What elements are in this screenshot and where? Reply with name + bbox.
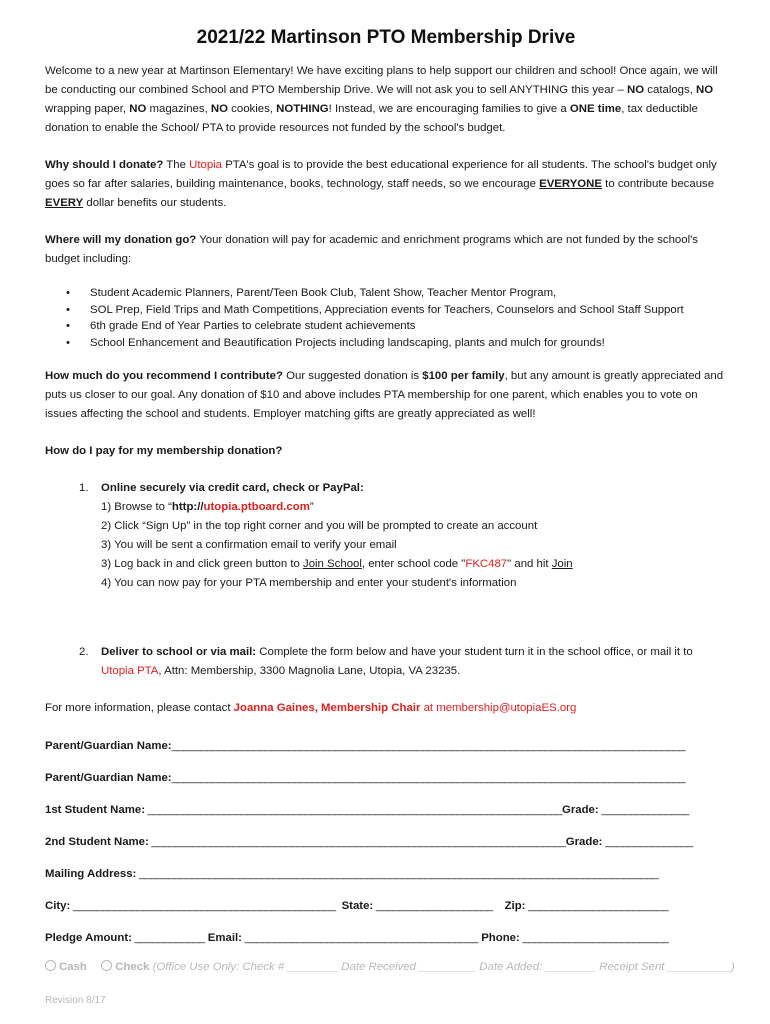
join-school-link[interactable]: Join School [303,558,362,570]
student-1-name-field[interactable]: _______________________________________________________________________ [145,804,562,816]
where-paragraph [45,231,727,269]
step-pay: 4) You can now pay for your PTA membership and enter your student's information [101,577,517,589]
step-text: " and hit [507,558,552,570]
step-join [101,555,727,574]
site-link[interactable]: utopia.ptboard.com [203,501,310,513]
step-text: 3) Log back in and click green button to [101,558,303,570]
office-use-note: (Office Use Only: Check # ________ Date Received _________ Date Added: ________ Receipt Sent __________) [152,961,735,973]
why-text: PTA's goal is to provide the best educational experience for all students. The school's budget only goes so far after salaries, building maintenance, books, technology, staff needs, so we encourage [45,159,717,190]
step-browse [101,498,727,517]
city-field[interactable]: _____________________________________________ [70,900,336,912]
field-label: Grade: [561,804,599,816]
option-heading: Deliver to school or via mail: [101,646,257,658]
cash-label: Cash [59,961,87,973]
url-prefix: http:// [171,501,204,513]
address-row [45,858,727,890]
step-text: ” [309,501,314,513]
how-much-heading: How much do you recommend I contribute? [45,370,283,382]
list-item: • 6th grade End of Year Parties to celebrate student achievements [90,318,727,335]
online-steps [45,498,727,593]
state-field[interactable]: ____________________ [373,900,493,912]
guardian-2-field[interactable]: ________________________________________________________________________________________ [171,772,686,784]
join-link[interactable]: Join [551,558,573,570]
intro-paragraph [45,62,727,138]
student-2-grade-field[interactable]: _______________ [602,836,693,848]
where-heading: Where will my donation go? [45,234,197,246]
cash-radio[interactable] [45,960,56,971]
field-label: Parent/Guardian Name: [45,740,172,752]
payment-option-online [45,479,727,498]
list-item: • School Enhancement and Beautification Projects including landscaping, plants and mulch for grounds! [90,335,727,352]
how-pay-question: How do I pay for my membership donation? [45,445,283,457]
option-text: , Attn: Membership, 3300 Magnolia Lane, Utopia, VA 23235. [158,665,461,677]
city-state-zip-row [45,890,727,922]
list-item: • Student Academic Planners, Parent/Teen Book Club, Talent Show, Teacher Mentor Program, [90,285,727,302]
why-emphasis: EVERY [45,197,84,209]
why-text: The [163,159,190,171]
pledge-row [45,922,727,954]
payment-option-mail [45,643,727,681]
program-list [45,285,727,351]
email-field[interactable]: ________________________________________ [241,932,479,944]
step-confirm: 3) You will be sent a confirmation email to verify your email [101,539,397,551]
org-name: Utopia PTA [101,665,159,677]
pledge-amount-field[interactable]: ____________ [131,932,205,944]
field-label: City: [45,900,71,912]
guardian-1-row [45,730,727,762]
suggested-amount: $100 per family [422,370,505,382]
zip-field[interactable]: ________________________ [525,900,669,912]
how-pay-heading [45,442,727,461]
step-text: 1) Browse to “ [101,501,172,513]
step-text: , enter school code " [361,558,466,570]
intro-text: Welcome to a new year at Martinson Elementary! We have exciting plans to help support our children and school! Once again, we will be conducting our combined School and PTO Membership Drive. We will not ask you to sell ANYTHING this year – [45,65,718,96]
why-text: to contribute because [602,178,715,190]
school-code: FKC487 [465,558,508,570]
check-label: Check [115,961,150,973]
why-donate-paragraph [45,156,727,213]
field-label: 2nd Student Name: [45,836,149,848]
intro-emphasis: NO [129,103,147,115]
field-label: Grade: [565,836,603,848]
revision-note: Revision 8/17 [45,995,106,1006]
guardian-2-row [45,762,727,794]
intro-text: magazines, [146,103,211,115]
field-label: Phone: [481,932,520,944]
intro-emphasis: NOTHING [276,103,329,115]
student-2-name-field[interactable]: _______________________________________________________________________ [148,836,566,848]
student-1-row [45,794,727,826]
how-much-text: , but any amount is greatly appreciated and puts us closer to our goal. Any donation of $10 and above includes PTA membership for one parent, which enables you to vote on issues affecting the school and students. Employer matching gifts are greatly appreciated as well! [45,370,724,420]
org-name: Utopia [189,159,223,171]
intro-text: catalogs, [644,84,697,96]
field-label: Email: [207,932,242,944]
why-text: dollar benefits our students. [83,197,227,209]
page-title: 2021/22 Martinson PTO Membership Drive [196,27,576,48]
intro-text: wrapping paper, [45,103,130,115]
field-label: Parent/Guardian Name: [45,772,172,784]
option-heading: Online securely via credit card, check or PayPal: [101,482,364,494]
option-number: 1. [79,482,89,494]
where-text: Your donation will pay for academic and enrichment programs which are not funded by the school's budget including: [45,234,699,265]
contact-text: For more information, please contact [45,702,234,714]
guardian-1-field[interactable]: ________________________________________________________________________________________ [171,740,686,752]
field-label: 1st Student Name: [45,804,146,816]
option-number: 2. [79,646,89,658]
intro-text: cookies, [228,103,277,115]
field-label: State: [341,900,374,912]
student-2-row [45,826,727,858]
field-label: Mailing Address: [45,868,137,880]
how-much-text: Our suggested donation is [282,370,423,382]
how-much-paragraph [45,367,727,424]
intro-text: , tax deductible donation to enable the School/ PTA to provide resources not funded by the school's budget. [45,103,698,134]
list-item: • SOL Prep, Field Trips and Math Competitions, Appreciation events for Teachers, Counselors and School Staff Support [90,302,727,319]
why-emphasis: EVERYONE [539,178,602,190]
option-text: Complete the form below and have your student turn it in the school office, or mail it to [256,646,693,658]
intro-text: ! Instead, we are encouraging families to give a [328,103,570,115]
mailing-address-field[interactable]: _________________________________________________________________________________________ [136,868,659,880]
step-signup: 2) Click “Sign Up” in the top right corner and you will be prompted to create an account [101,520,538,532]
intro-emphasis: NO [696,84,714,96]
contact-email[interactable]: at membership@utopiaES.org [420,702,577,714]
intro-emphasis: ONE time [569,103,622,115]
membership-form [45,730,727,954]
contact-name: Joanna Gaines, Membership Chair [233,702,421,714]
phone-field[interactable]: _________________________ [519,932,669,944]
field-label: Zip: [504,900,526,912]
intro-emphasis: NO [210,103,229,115]
check-radio[interactable] [101,960,112,971]
field-label: Pledge Amount: [45,932,132,944]
contact-line [45,699,727,718]
why-donate-heading: Why should I donate? [45,159,164,171]
intro-emphasis: NO [627,84,645,96]
student-1-grade-field[interactable]: _______________ [598,804,689,816]
document-page [45,26,735,978]
office-use-row [45,956,735,978]
